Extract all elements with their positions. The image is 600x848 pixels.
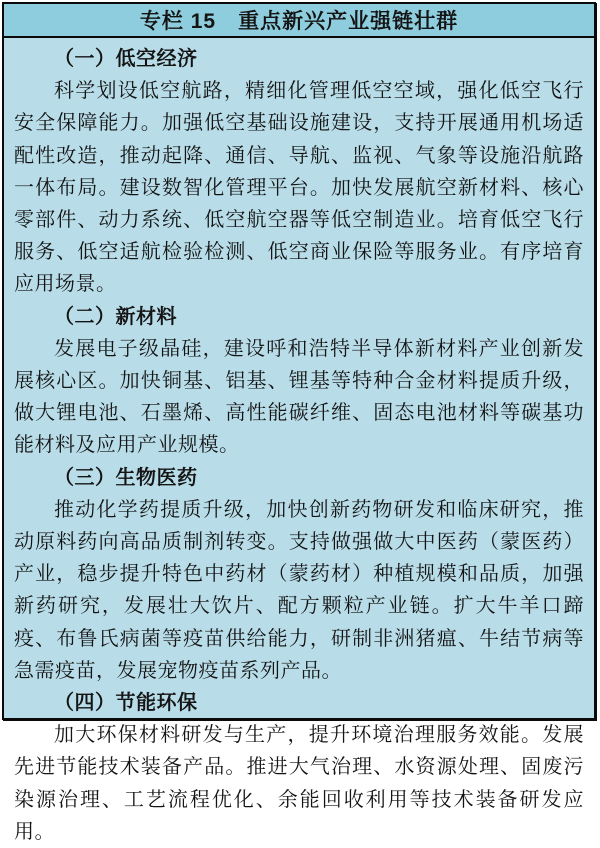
section-low-altitude-economy [14, 43, 584, 301]
section-new-materials [14, 301, 584, 462]
section-heading: （二）新材料 [54, 305, 177, 328]
section-paragraph: 加大环保材料研发与生产，提升环境治理服务效能。发展先进节能技术装备产品。推进大气治理、水资源处理、固废污染源治理、工艺流程优化、余能回收利用等技术装备研发应用。 [14, 724, 584, 843]
section-paragraph: 推动化学药提质升级，加快创新药物研发和临床研究，推动原料药向高品质制剂转变。支持做强做大中医药（蒙医药）产业，稳步提升特色中药材（蒙药材）种植规模和品质，加强新药研究，发展壮大饮片、配方颗粒产业链。扩大牛羊口蹄疫、布鲁氏病菌等疫苗供给能力，研制非洲猪瘟、牛结节病等急需疫苗，发展宠物疫苗系列产品。 [14, 498, 584, 682]
column-title: 专栏 15 重点新兴产业强链壮群 [139, 10, 459, 33]
section-heading: （一）低空经济 [54, 48, 198, 70]
column-title-bar [4, 4, 594, 38]
section-paragraph: 发展电子级晶硅，建设呼和浩特半导体新材料产业创新发展核心区。加快铜基、铝基、锂基等特种合金材料提质升级，做大锂电池、石墨烯、高性能碳纤维、固态电池材料等碳基功能材料及应用产业规模。 [14, 337, 584, 457]
section-paragraph: 科学划设低空航路，精细化管理低空空域，强化低空飞行安全保障能力。加强低空基础设施建设，支持开展通用机场适配性改造，推动起降、通信、导航、监视、气象等设施沿航路一体布局。建设数智化管理平台。加快发展航空新材料、核心零部件、动力系统、低空航空器等低空制造业。培育低空飞行服务、低空适航检验检测、低空商业保险等服务业。有序培育应用场景。 [14, 80, 584, 296]
section-heading: （四）节能环保 [54, 692, 198, 715]
section-biomedicine [14, 462, 584, 687]
column-box [2, 2, 596, 843]
section-heading: （三）生物医药 [54, 466, 198, 489]
section-energy-saving-environment [14, 687, 584, 848]
column-body [4, 38, 594, 848]
